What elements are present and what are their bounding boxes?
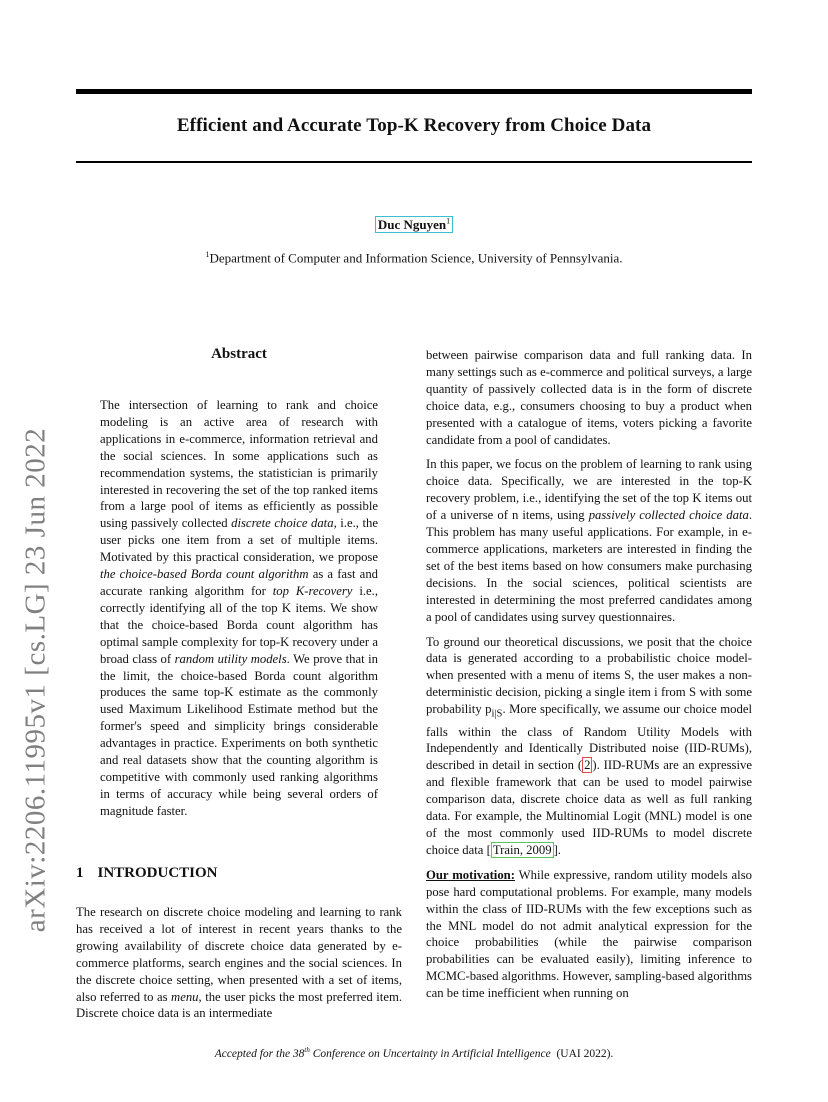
abstract-text-1: The intersection of learning to rank and choice modeling is an active area of research with applications in e-commerce, information retrieval and the social sciences. In some applications such as recommendation systems, the statistician is primarily interested in recovering the set of the top ranked items from a large pool of items as efficiently as possible using passively collected — [100, 398, 378, 531]
footer-t2: Conference on Uncertainty in Artificial Intelligence — [309, 1047, 551, 1060]
section-heading — [76, 865, 218, 882]
affiliation-text: Department of Computer and Information Science, University of Pennsylvania. — [209, 250, 623, 266]
right-column — [426, 347, 752, 1010]
right-paragraph-4 — [426, 867, 752, 1002]
citation-link[interactable]: Train, 2009 — [492, 842, 552, 857]
affiliation — [0, 250, 828, 266]
footer-text-3: (UAI 2022). — [556, 1047, 614, 1060]
author-name[interactable] — [375, 216, 453, 233]
rp3-text-2: . More specifically, we assume our choice model falls within the class of Random Utility Models with Independently and Identically Distributed noise (IID-RUMs), described in detail in section ( — [426, 702, 752, 773]
footer-t1: Accepted for the 38 — [214, 1047, 305, 1060]
rp2-em: passively collected choice data — [588, 508, 749, 523]
right-paragraph-2 — [426, 456, 752, 625]
abstract-em-2: the choice-based Borda count algorithm — [100, 567, 309, 582]
intro-em-1: menu — [171, 989, 199, 1004]
footer-text-1 — [215, 1048, 551, 1060]
rp3-text-4: ]. — [553, 842, 561, 857]
author-sup: 1 — [446, 217, 451, 226]
rp2-text-2: . This problem has many useful applications. For example, in e-commerce applications, marketers are interested in finding the set of the best items based on how consumers make purchasing decisions. In the social sciences, political scientists are interested in determining the most preferred candidates among a pool of candidates using survey questionnaires. — [426, 508, 752, 624]
abstract-heading: Abstract — [211, 346, 267, 362]
affiliation-sup: 1 — [205, 250, 210, 259]
abstract-text-3: as a fast and accurate ranking algorithm for — [100, 567, 379, 598]
abstract-text-5: . We prove that in the limit, the choice-based Borda count algorithm produces the same top-K estimate as the commonly used Maximum Likelihood Estimate method but the former's speed and simplicity brings considerable advantages in practice. Experiments on both synthetic and real datasets show that the counting algorithm is competitive with commonly used ranking algorithms in terms of accuracy while being several orders of magnitude faster. — [100, 651, 378, 818]
author-line — [0, 217, 828, 233]
intro-text-1: The research on discrete choice modeling and learning to rank has received a lot of interest in recent years thanks to the growing availability of discrete choice data generated by e-commerce platforms, search engines and the social sciences. In the discrete choice setting, when presented with a set of items, also referred to as — [76, 905, 402, 1004]
intro-paragraph — [76, 904, 402, 1022]
abstract-em-1: discrete choice data — [231, 516, 334, 531]
title-top-rule — [76, 89, 752, 94]
rp4-text-1: While expressive, random utility models also pose hard computational problems. For example, many models within the class of IID-RUMs with the few exceptions such as the MNL model do not admit analytical expression for the choice probabilities (while the pairwise comparison probabilities can be evaluated easily), limiting inference to MCMC-based algorithms. However, sampling-based algorithms can be time inefficient when running on — [426, 867, 752, 1001]
rp3-sub: i|S — [491, 708, 503, 720]
right-paragraph-3 — [426, 634, 752, 859]
right-paragraph-1: between pairwise comparison data and full ranking data. In many settings such as e-commerce and political surveys, a large quantity of passively collected data is in the form of discrete choice data, e.g., consumers choosing to buy a product when presented with a catalogue of items, voters picking a favorite candidate from a pool of candidates. — [426, 348, 752, 447]
author-name-text: Duc Nguyen — [377, 217, 447, 233]
paper-title: Efficient and Accurate Top-K Recovery from Choice Data — [176, 115, 652, 136]
intro-body — [76, 904, 402, 1030]
abstract-em-3: top K-recovery — [272, 583, 353, 598]
abstract-body — [100, 397, 378, 828]
footer-sup: th — [304, 1046, 310, 1054]
section-title: INTRODUCTION — [97, 865, 218, 881]
motivation-lead: Our motivation: — [426, 867, 515, 882]
intro-text-2: , the user picks the most preferred item. Discrete choice data is an intermediate — [76, 989, 402, 1021]
abstract-em-4: random utility models — [174, 651, 287, 666]
abstract-text-4: i.e., correctly identifying all of the top K items. We show that the choice-based Borda count algorithm has optimal sample complexity for top-K recovery under a broad class of — [100, 583, 378, 666]
section-ref-link[interactable]: 2 — [584, 758, 591, 773]
section-number: 1 — [76, 865, 84, 881]
rp2-text-1: In this paper, we focus on the problem of learning to rank using choice data. Specifically, we are interested in the top-K recovery problem, i.e., identifying the set of the top K items out of a universe of n items, using — [426, 457, 752, 523]
footer — [0, 1046, 828, 1060]
rp3-text-3: ). IID-RUMs are an expressive and flexible framework that can be used to model pairwise comparison data, discrete choice data as well as full ranking data. For example, the Multinomial Logit (MNL) model is one of the most commonly used IID-RUMs to model discrete choice data [ — [426, 758, 752, 857]
arxiv-stamp: arXiv:2206.11995v1 [cs.LG] 23 Jun 2022 — [19, 427, 52, 933]
rp3-text-1: To ground our theoretical discussions, we posit that the choice data is generated according to a probabilistic choice model- when presented with a menu of items S, the user makes a non-deterministic decision, picking a single item i from S with some probability p — [426, 634, 752, 717]
abstract-text-2: , i.e., the user picks one item from a set of multiple items. Motivated by this practical consideration, we propose — [100, 516, 378, 565]
title-bottom-rule — [76, 161, 752, 163]
abstract-paragraph — [100, 397, 378, 820]
